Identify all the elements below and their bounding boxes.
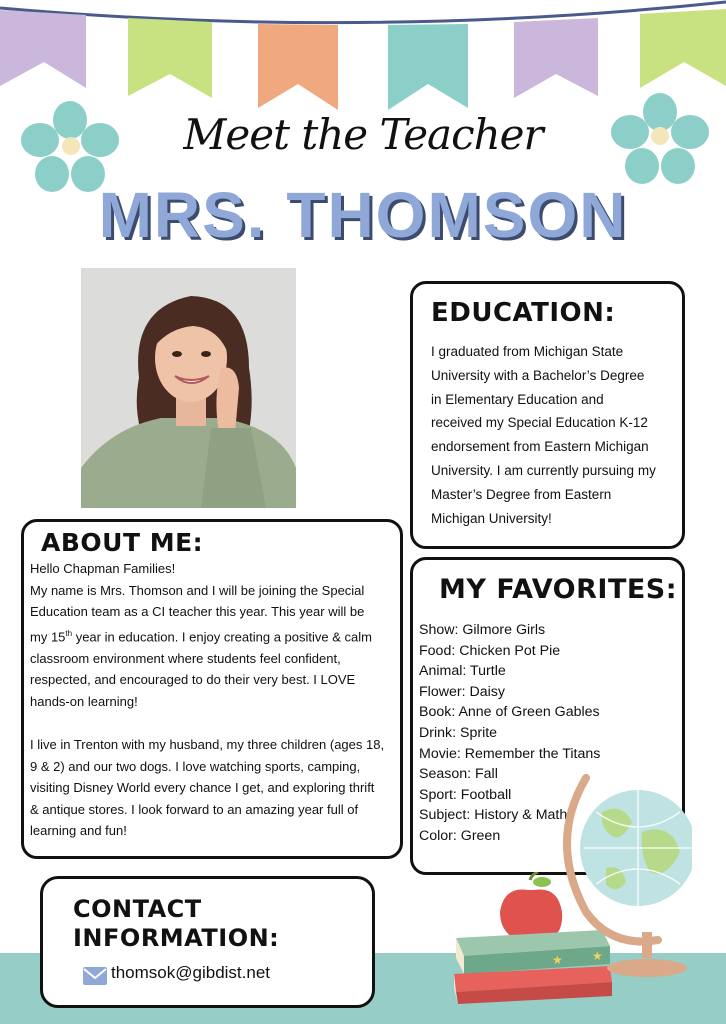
about-line: hands-on learning! — [30, 693, 138, 709]
about-line — [30, 623, 400, 648]
education-line: in Elementary Education and — [431, 391, 604, 407]
globe-illustration — [562, 772, 692, 982]
education-line: Michigan University! — [431, 510, 552, 526]
pennant-flag — [258, 24, 338, 110]
pennant-flag — [514, 18, 598, 98]
page-title: MRS. THOMSON — [98, 179, 628, 251]
list-item: Color: Green — [419, 827, 501, 844]
about-text — [30, 558, 400, 842]
about-line-part: year in education. I enjoy creating a positive & calm — [72, 629, 372, 645]
about-line: My name is Mrs. Thomson and I will be joining the Special — [30, 582, 365, 598]
about-line: 9 & 2) and our two dogs. I love watching sports, camping, — [30, 758, 361, 774]
education-line: received my Special Education K-12 — [431, 415, 648, 431]
list-item: Season: Fall — [419, 766, 498, 783]
about-card — [21, 519, 403, 859]
list-item: Book: Anne of Green Gables — [419, 704, 600, 721]
contact-heading — [73, 895, 279, 953]
about-line: respected, and encouraged to do their very best. I LOVE — [30, 672, 356, 688]
education-card — [410, 281, 685, 549]
about-line: I live in Trenton with my husband, my three children (ages 18, — [30, 737, 385, 753]
about-line-part: my 15 — [30, 629, 66, 645]
about-line: & antique stores. I look forward to an amazing year full of — [30, 801, 359, 817]
list-item: Movie: Remember the Titans — [419, 745, 601, 762]
favorites-heading: MY FAVORITES: — [439, 574, 678, 605]
about-greeting: Hello Chapman Families! — [30, 561, 176, 576]
about-line: visiting Disney World every chance I get, and exploring thrift — [30, 780, 375, 796]
education-text — [431, 340, 671, 530]
list-item: Food: Chicken Pot Pie — [419, 642, 561, 659]
education-line: Master’s Degree from Eastern — [431, 486, 612, 502]
education-heading: EDUCATION: — [431, 298, 616, 328]
contact-heading-line: CONTACT — [73, 895, 202, 923]
ordinal-suffix: th — [65, 628, 73, 638]
about-line: classroom environment where students feel confident, — [30, 650, 341, 666]
education-line: endorsement from Eastern Michigan — [431, 439, 649, 455]
education-line: University. I am currently pursuing my — [431, 462, 656, 478]
list-item: Animal: Turtle — [419, 663, 506, 680]
contact-email[interactable]: thomsok@gibdist.net — [111, 963, 271, 982]
envelope-icon — [83, 967, 107, 985]
svg-text:★: ★ — [552, 953, 563, 967]
list-item: Flower: Daisy — [419, 683, 505, 700]
list-item: Subject: History & Math — [419, 807, 568, 824]
pennant-flag — [388, 24, 468, 110]
pennant-flag — [640, 9, 726, 88]
list-item: Show: Gilmore Girls — [419, 622, 546, 638]
about-line: learning and fun! — [30, 823, 127, 839]
pennant-flag — [128, 18, 212, 98]
education-line: University with a Bachelor’s Degree — [431, 367, 645, 383]
education-line: I graduated from Michigan State — [431, 344, 624, 359]
svg-text:★: ★ — [592, 949, 603, 963]
list-item: Sport: Football — [419, 786, 512, 803]
teacher-photo — [81, 268, 296, 508]
list-item: Drink: Sprite — [419, 724, 498, 741]
contact-heading-line: INFORMATION: — [73, 924, 280, 952]
page-subtitle: Meet the Teacher — [183, 110, 543, 159]
about-line: Education team as a CI teacher this year. This year will be — [30, 604, 365, 620]
about-heading: ABOUT ME: — [41, 528, 204, 557]
contact-card — [40, 876, 375, 1008]
pennant-flag — [0, 10, 86, 88]
